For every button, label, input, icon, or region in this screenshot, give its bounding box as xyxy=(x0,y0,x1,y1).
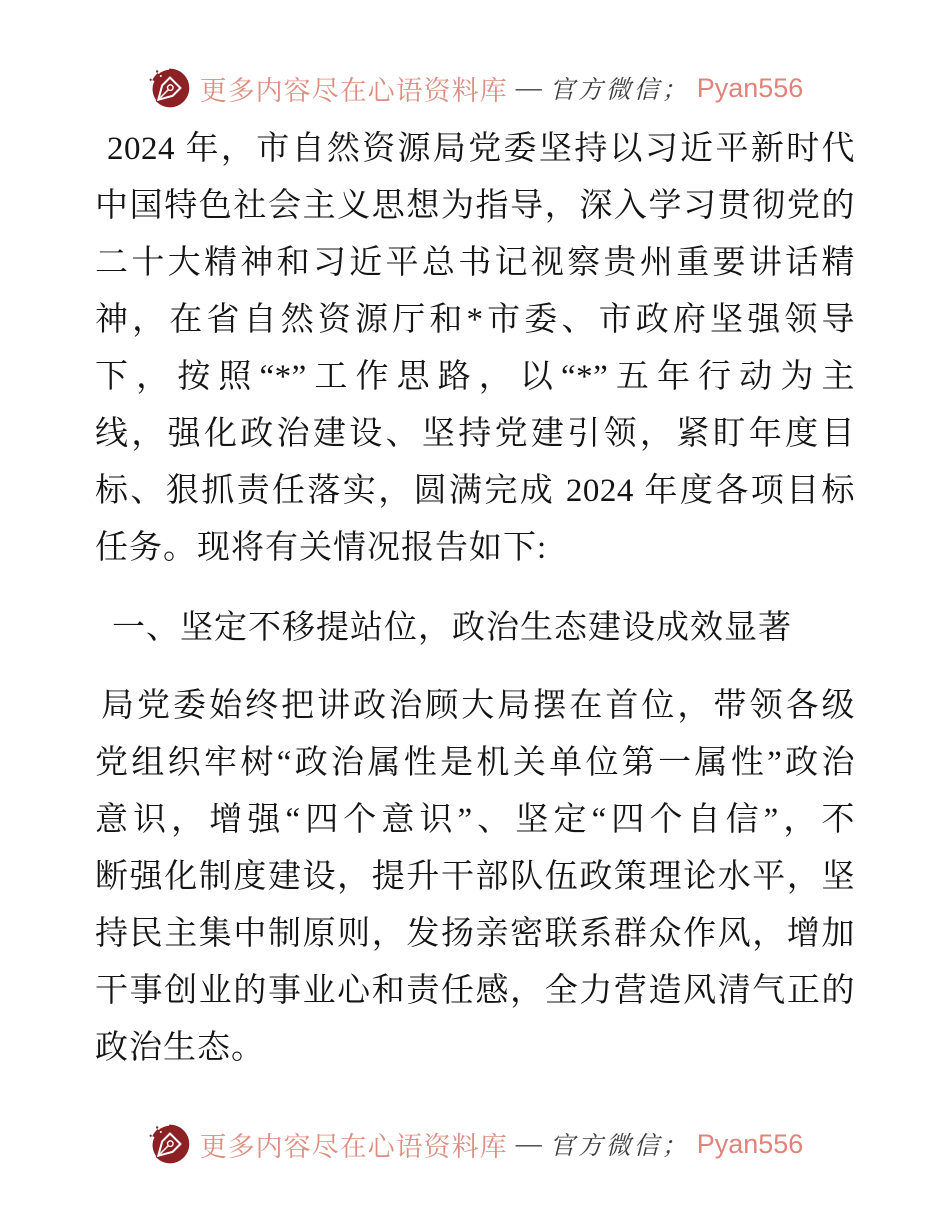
paragraph-line: 下，按照“*”工作思路，以“*”五年行动为主 xyxy=(95,359,855,395)
watermark-wechat-id: Pyan556 xyxy=(696,72,804,103)
section-paragraph xyxy=(95,678,855,1077)
watermark-dash: — xyxy=(515,1129,542,1158)
paragraph-line: 局党委始终把讲政治顾大局摆在首位，带领各级 xyxy=(101,688,855,724)
watermark-footer xyxy=(0,1118,950,1170)
paragraph-line: 党组织牢树“政治属性是机关单位第一属性”政治 xyxy=(95,745,855,781)
paragraph-line: 断强化制度建设，提升干部队伍政策理论水平，坚 xyxy=(95,859,855,895)
paragraph-line: 任务。现将有关情况报告如下: xyxy=(95,530,548,566)
watermark-brand-text: 更多内容尽在心语资料库 xyxy=(199,75,508,106)
watermark-header xyxy=(0,62,950,114)
paragraph-line: 中国特色社会主义思想为指导，深入学习贯彻党的 xyxy=(95,188,855,224)
watermark-wechat-id: Pyan556 xyxy=(696,1128,804,1159)
paragraph-line: 意识，增强“四个意识”、坚定“四个自信”，不 xyxy=(95,802,855,838)
paragraph-line: 线，强化政治建设、坚持党建引领，紧盯年度目 xyxy=(95,416,855,452)
paragraph-line: 干事创业的事业心和责任感，全力营造风清气正的 xyxy=(95,973,855,1009)
watermark-channel-label: 官方微信； xyxy=(549,1131,690,1160)
watermark-channel-label: 官方微信； xyxy=(549,75,690,104)
paragraph-line: 神，在省自然资源厅和*市委、市政府坚强领导 xyxy=(95,302,855,338)
intro-paragraph xyxy=(95,121,855,577)
watermark-dash: — xyxy=(515,73,542,102)
watermark-brand-text: 更多内容尽在心语资料库 xyxy=(199,1131,508,1162)
document-body xyxy=(95,121,855,1077)
paragraph-line: 标、狠抓责任落实，圆满完成 2024 年度各项目标 xyxy=(95,473,855,509)
paragraph-line: 2024 年，市自然资源局党委坚持以习近平新时代 xyxy=(107,131,855,167)
paragraph-line: 持民主集中制原则，发扬亲密联系群众作风，增加 xyxy=(95,916,855,952)
paragraph-line: 政治生态。 xyxy=(95,1030,265,1066)
pen-nib-circle-icon xyxy=(147,1118,193,1170)
paragraph-line: 二十大精神和习近平总书记视察贵州重要讲话精 xyxy=(95,245,855,281)
section-heading: 一、坚定不移提站位，政治生态建设成效显著 xyxy=(112,610,792,646)
pen-nib-circle-icon xyxy=(147,62,193,114)
